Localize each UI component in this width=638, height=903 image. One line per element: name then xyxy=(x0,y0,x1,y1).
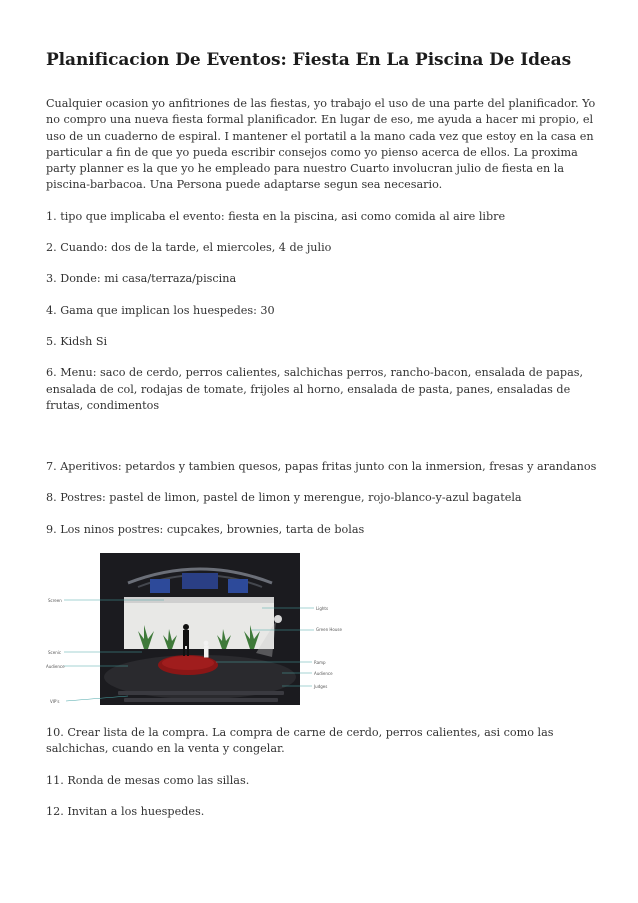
list-item: 7. Aperitivos: petardos y tambien quesos, papas fritas junto con la inmersion, fresas y arandanos xyxy=(46,460,597,474)
list-item: 6. Menu: saco de cerdo, perros calientes, salchichas perros, rancho-bacon, ensalada de papas, ensalada de col, rodajas de tomate, frijoles al horno, ensalada de pasta, panes, ensaladas de frutas, condimentos xyxy=(46,366,584,412)
figure-label-right: Lights xyxy=(316,606,329,612)
figure-label-left: VIP's xyxy=(50,699,60,705)
figure-label-right: Audience xyxy=(314,671,333,677)
list-item: 8. Postres: pastel de limon, pastel de limon y merengue, rojo-blanco-y-azul bagatela xyxy=(46,491,522,505)
list-item: 4. Gama que implican los huespedes: 30 xyxy=(46,303,275,317)
page-title: Planificacion De Eventos: Fiesta En La Piscina De Ideas xyxy=(46,50,572,70)
stage-diagram-image xyxy=(46,553,346,711)
figure-label-right: Green House xyxy=(316,627,342,633)
list-item: 3. Donde: mi casa/terraza/piscina xyxy=(46,272,237,286)
list-item: 10. Crear lista de la compra. La compra de carne de cerdo, perros calientes, asi como las salchichas, cuando en la venta y congelar. xyxy=(46,726,554,756)
figure-label-right: Judges xyxy=(314,684,328,690)
stage-diagram-svg xyxy=(46,553,346,711)
figure-label-left: Screen xyxy=(48,598,62,604)
list-item: 11. Ronda de mesas como las sillas. xyxy=(46,773,250,787)
list-item: 9. Los ninos postres: cupcakes, brownies, tarta de bolas xyxy=(46,522,365,536)
figure-label-left: Scenic xyxy=(48,650,62,656)
list-item: 5. Kidsh Si xyxy=(46,334,108,348)
document-page xyxy=(46,48,602,835)
list-item: 1. tipo que implicaba el evento: fiesta en la piscina, asi como comida al aire libre xyxy=(46,209,506,223)
intro-paragraph: Cualquier ocasion yo anfitriones de las fiestas, yo trabajo el uso de una parte del planificador. Yo no compro una nueva fiesta formal planificador. En lugar de eso, me ayuda a hacer mi propio, el uso de un cuaderno de espiral. I mantener el portatil a la mano cada vez que estoy en la casa en particular a fin de que yo pueda escribir consejos como yo pienso acerca de ellos. La proxima party planner es la que yo he empleado para nuestro Cuarto involucran julio de fiesta en la piscina-barbacoa. Una Persona puede adaptarse segun sea necesario. xyxy=(46,97,596,192)
figure-label-right: Ramp xyxy=(314,660,326,666)
list-item: 12. Invitan a los huespedes. xyxy=(46,804,205,818)
list-item: 2. Cuando: dos de la tarde, el miercoles, 4 de julio xyxy=(46,241,332,255)
figure-label-left: Audience xyxy=(46,664,65,670)
